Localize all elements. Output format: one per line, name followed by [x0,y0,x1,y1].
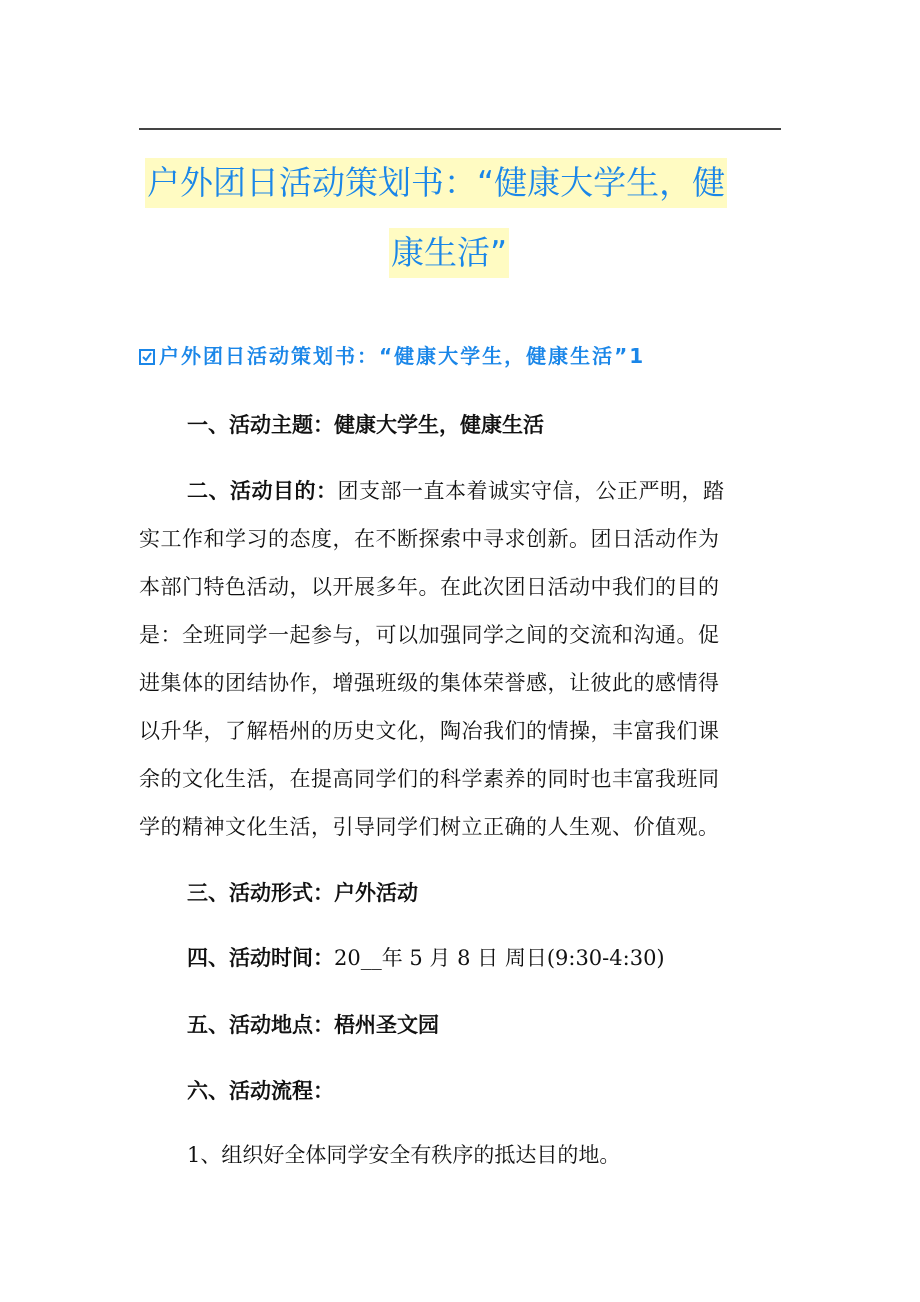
paragraph-text: 团支部一直本着诚实守信，公正严明，踏 [337,479,725,503]
section-theme [187,410,544,440]
section-value: 健康大学生，健康生活 [334,413,544,437]
paragraph-line: 实工作和学习的态度，在不断探索中寻求创新。团日活动作为 [139,527,720,551]
section-value: 梧州圣文园 [334,1013,439,1037]
checkbox-checked-icon [139,349,155,365]
section-label: 一、活动主题： [187,413,334,437]
subheading-text: 户外团日活动策划书：“健康大学生，健康生活”1 [159,344,646,368]
section-label: 三、活动形式： [187,881,334,905]
section-time [187,943,665,973]
paragraph-line: 学的精神文化生活，引导同学们树立正确的人生观、价值观。 [139,815,720,839]
paragraph-line: 本部门特色活动，以开展多年。在此次团日活动中我们的目的 [139,575,720,599]
section-format [187,878,418,908]
section-value: 户外活动 [334,881,418,905]
section-label: 二、活动目的： [187,479,338,503]
title-line-1: 户外团日活动策划书：“健康大学生，健 [145,158,727,208]
paragraph-line: 进集体的团结协作，增强班级的集体荣誉感，让彼此的感情得 [139,671,720,695]
section-label: 五、活动地点： [187,1013,334,1037]
title-line-2: 康生活” [389,228,509,278]
section-subheading [139,341,645,371]
paragraph-line: 余的文化生活，在提高同学们的科学素养的同时也丰富我班同 [139,767,720,791]
paragraph-line: 以升华，了解梧州的历史文化，陶冶我们的情操，丰富我们课 [139,719,720,743]
process-step: 1、组织好全体同学安全有秩序的抵达目的地。 [187,1143,621,1167]
section-location [187,1010,439,1040]
section-value: 20__年 5 月 8 日 周日(9:30-4:30) [334,946,665,970]
section-label: 四、活动时间： [187,946,334,970]
paragraph-line: 是：全班同学一起参与，可以加强同学之间的交流和沟通。促 [139,623,720,647]
header-rule [139,128,781,130]
section-process [187,1076,334,1106]
section-purpose-line-1 [187,476,725,506]
section-label: 六、活动流程： [187,1079,334,1103]
